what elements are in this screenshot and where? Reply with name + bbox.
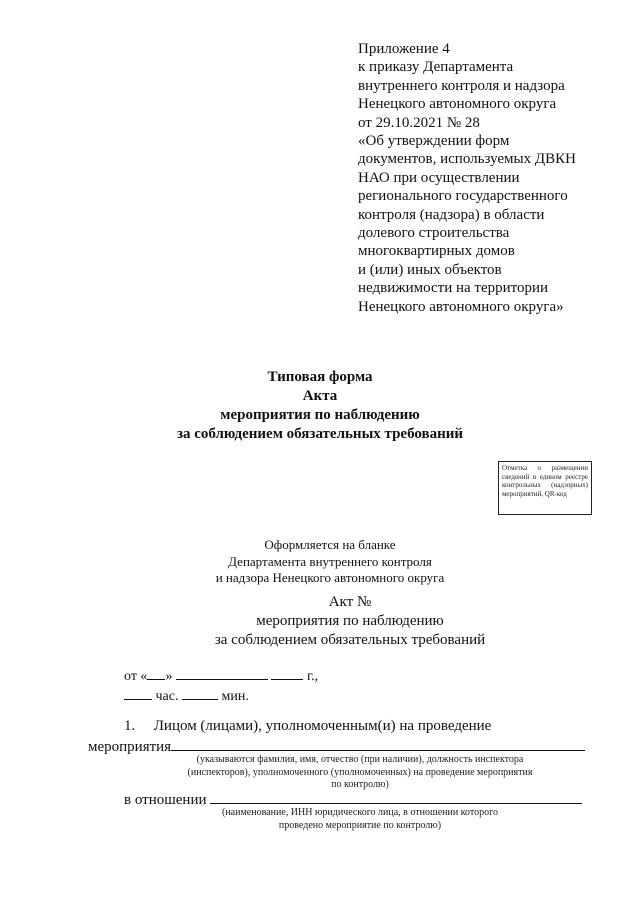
inspector-hint-line: (инспекторов), уполномоченного (уполномоченных) на проведение мероприятия [187,766,533,778]
act-heading [140,593,560,650]
act-heading-line: за соблюдением обязательных требований [214,632,486,648]
appendix-line: к приказу Департамента [358,59,514,76]
date-line [124,665,318,686]
date-from-label: от « [124,669,148,684]
item-1-number: 1. [124,718,136,734]
appendix-line: от 29.10.2021 № 28 [358,114,480,131]
letterhead-note-line: и надзора Ненецкого автономного округа [215,570,445,585]
inspector-blank[interactable] [171,736,585,751]
minutes-label: мин. [221,689,249,704]
month-blank[interactable] [176,665,268,680]
appendix-line: многоквартирных домов [358,243,515,260]
act-heading-line: мероприятия по наблюдению [256,613,444,629]
qr-registry-box [498,461,592,515]
appendix-line: Приложение 4 [358,41,450,57]
date-close-quote: » [165,669,173,684]
item-1-text: Лицом (лицами), уполномоченным(и) на проведение [153,718,492,734]
entity-hint [190,807,530,832]
entity-blank[interactable] [210,789,582,804]
inspector-hint-line: по контролю) [331,779,389,790]
inspector-hint [160,754,560,792]
minutes-blank[interactable] [182,685,218,700]
regard-label: в отношении [124,792,207,808]
appendix-line: контроля (надзора) в области [358,206,545,223]
appendix-line: недвижимости на территории [358,280,549,297]
hours-label: час. [155,689,179,704]
qr-box-text: Отметка о размещении сведений в едином реестре контрольных (надзорных) мероприятий, QR-код [502,464,588,498]
item-1-continuation-text: мероприятия [88,739,172,755]
item-1 [124,717,491,736]
form-title-line: Акта [302,388,338,404]
act-heading-line: Акт № [328,594,372,610]
hours-blank[interactable] [124,685,152,700]
letterhead-note [160,537,500,587]
appendix-line: НАО при осуществлении [358,169,520,186]
letterhead-note-line: Департамента внутреннего контроля [228,553,432,569]
appendix-line: Ненецкого автономного округа» [358,298,564,315]
appendix-line: внутреннего контроля и надзора [358,77,565,94]
inspector-hint-line: (указываются фамилия, имя, отчество (при наличии), должность инспектора [196,754,524,765]
form-title-line: мероприятия по наблюдению [220,407,420,423]
year-suffix: г., [306,669,319,684]
appendix-block [358,40,628,316]
appendix-line: «Об утверждении форм [358,133,510,150]
day-blank[interactable] [147,665,165,680]
entity-hint-line: (наименование, ИНН юридического лица, в отношении которого [222,807,498,818]
time-line [124,685,249,706]
appendix-line: документов, используемых ДВКН [358,151,576,168]
appendix-line: и (или) иных объектов [358,261,502,278]
entity-hint-line: проведено мероприятие по контролю) [278,819,442,831]
form-title-line: Типовая форма [267,369,373,385]
form-title-line: за соблюдением обязательных требований [176,426,464,442]
letterhead-note-line: Оформляется на бланке [264,537,396,552]
form-title [0,368,640,444]
appendix-line: регионального государственного [358,188,568,205]
year-blank[interactable] [271,665,303,680]
appendix-line: долевого строительства [358,225,510,242]
appendix-line: Ненецкого автономного округа [358,96,557,113]
